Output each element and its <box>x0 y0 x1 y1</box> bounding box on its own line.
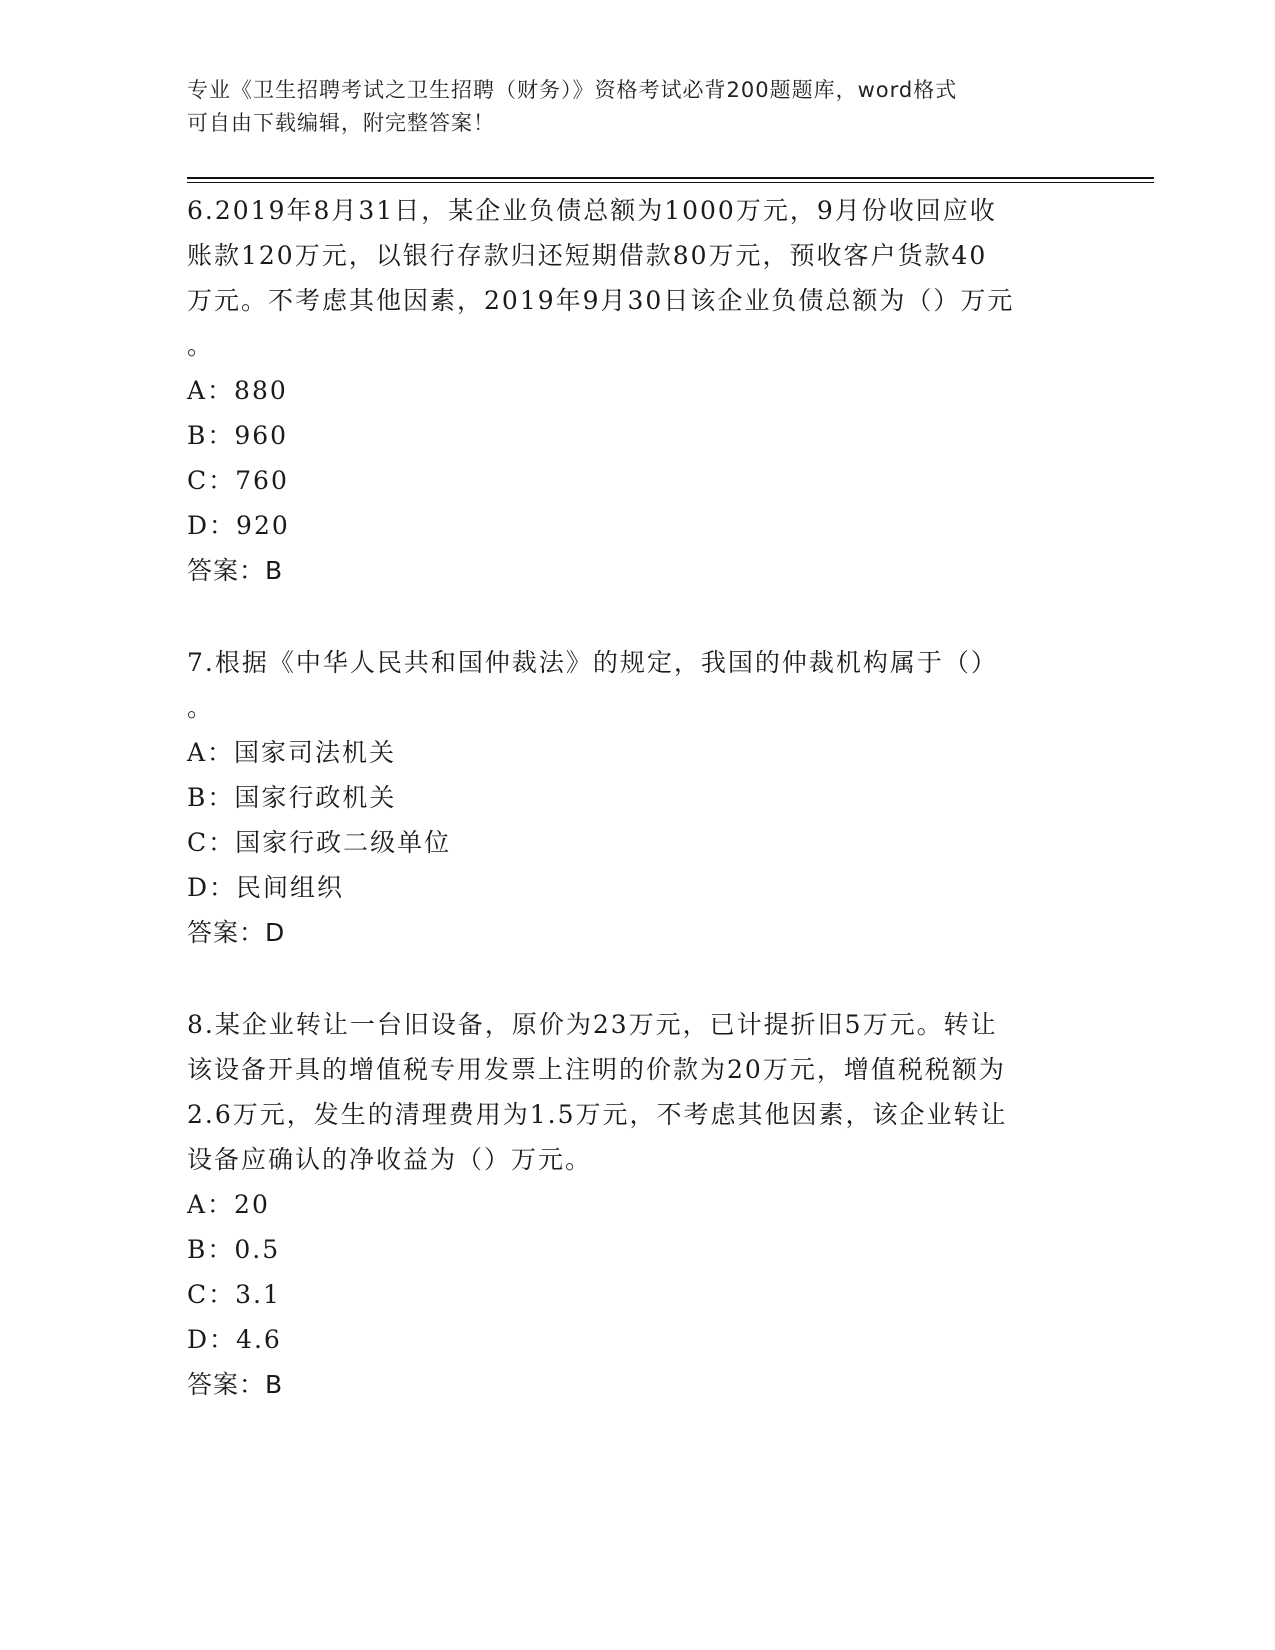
option-d: D：民间组织 <box>187 873 345 902</box>
question-text-line: 8.某企业转让一台旧设备，原价为23万元，已计提折旧5万元。转让 <box>187 1010 998 1039</box>
question-text-line: 该设备开具的增值税专用发票上注明的价款为20万元，增值税税额为 <box>187 1055 1006 1084</box>
header-divider-thin <box>187 182 1154 183</box>
header-title-line-2: 可自由下载编辑，附完整答案！ <box>187 111 495 135</box>
option-b: B：国家行政机关 <box>187 783 397 812</box>
header-divider-thick <box>187 177 1154 179</box>
question-text-line: 。 <box>187 331 215 360</box>
answer-label: 答案：D <box>187 918 286 947</box>
question-text-line: 设备应确认的净收益为（）万元。 <box>187 1145 593 1174</box>
option-a: A：20 <box>187 1190 270 1219</box>
document-header <box>187 74 1067 140</box>
option-a: A：880 <box>187 376 288 405</box>
question-8 <box>187 1002 1087 1407</box>
question-text-line: 账款120万元，以银行存款归还短期借款80万元，预收客户货款40 <box>187 241 988 270</box>
question-text-line: 6.2019年8月31日，某企业负债总额为1000万元，9月份收回应收 <box>187 196 997 225</box>
option-c: C：国家行政二级单位 <box>187 828 452 857</box>
option-d: D：920 <box>187 511 290 540</box>
option-b: B：960 <box>187 421 289 450</box>
option-d: D：4.6 <box>187 1325 282 1354</box>
option-a: A：国家司法机关 <box>187 738 397 767</box>
question-text-line: 万元。不考虑其他因素，2019年9月30日该企业负债总额为（）万元 <box>187 286 1015 315</box>
question-6 <box>187 188 1087 593</box>
option-b: B：0.5 <box>187 1235 281 1264</box>
question-text-line: 2.6万元，发生的清理费用为1.5万元，不考虑其他因素，该企业转让 <box>187 1100 1008 1129</box>
option-c: C：760 <box>187 466 289 495</box>
option-c: C：3.1 <box>187 1280 281 1309</box>
question-text-line: 7.根据《中华人民共和国仲裁法》的规定，我国的仲裁机构属于（） <box>187 648 998 677</box>
question-7 <box>187 640 1087 955</box>
question-text-line: 。 <box>187 693 215 722</box>
header-title-line-1: 专业《卫生招聘考试之卫生招聘（财务）》资格考试必背200题题库，word格式 <box>187 78 958 102</box>
answer-label: 答案：B <box>187 556 284 585</box>
answer-label: 答案：B <box>187 1370 284 1399</box>
